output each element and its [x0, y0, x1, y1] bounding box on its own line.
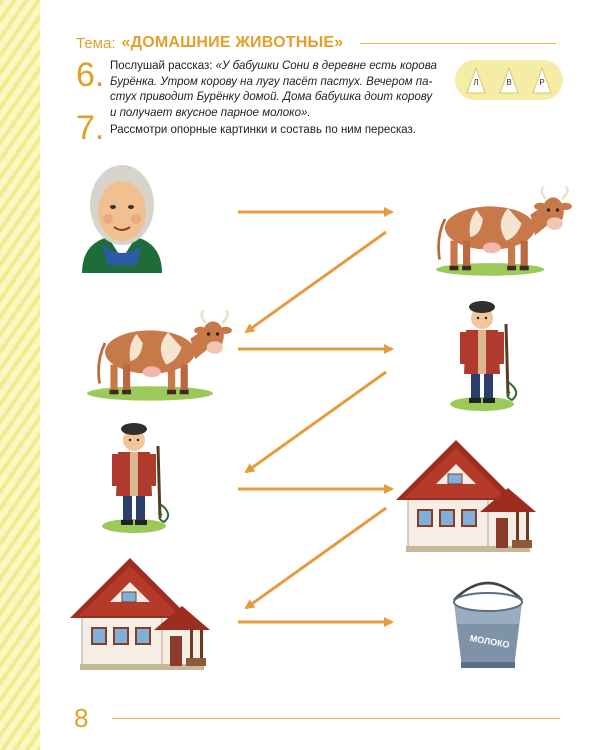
arrow-diagonal-2 [246, 372, 386, 472]
task-6-lead: Послушай рассказ: [110, 60, 213, 72]
arrows [238, 212, 392, 622]
story-line-4: и получает вкусное парное молоко». [110, 106, 311, 119]
shepherd-picture-right [450, 301, 516, 411]
task-number-6: 6. [76, 56, 105, 94]
arrow-diagonal-1 [246, 232, 386, 332]
cow-picture-left [87, 311, 232, 401]
task-number-7: 7. [76, 109, 105, 147]
story-line-3: стух приводит Бурёнку домой. Дома бабушка доит корову [110, 91, 433, 103]
house-picture-right [396, 440, 536, 552]
house-picture-left [70, 558, 210, 670]
milk-bucket-picture [454, 583, 522, 668]
footer-divider [112, 718, 560, 719]
bucket-label: МОЛОКО [469, 633, 511, 650]
task-7-text: Рассмотри опорные картинки и составь по ним пересказ. [110, 124, 417, 136]
topic-title: «ДОМАШНИЕ ЖИВОТНЫЕ» [121, 34, 344, 51]
badge-letter-r: Р [539, 78, 545, 87]
story-line-2: Бурёнка. Утром корову на лугу пасёт пастух. Вечером па- [110, 75, 433, 88]
topic-label: Тема: [76, 34, 116, 52]
badge-letter-l: Л [473, 78, 479, 87]
page-number: 8 [74, 703, 89, 733]
story-line-1: «У бабушки Сони в деревне есть корова [215, 60, 437, 72]
arrow-diagonal-3 [246, 508, 386, 608]
badge-letter-v: В [506, 78, 512, 87]
grandmother-picture [82, 165, 162, 273]
shepherd-picture-left [102, 423, 168, 533]
cow-picture-right [436, 187, 572, 276]
